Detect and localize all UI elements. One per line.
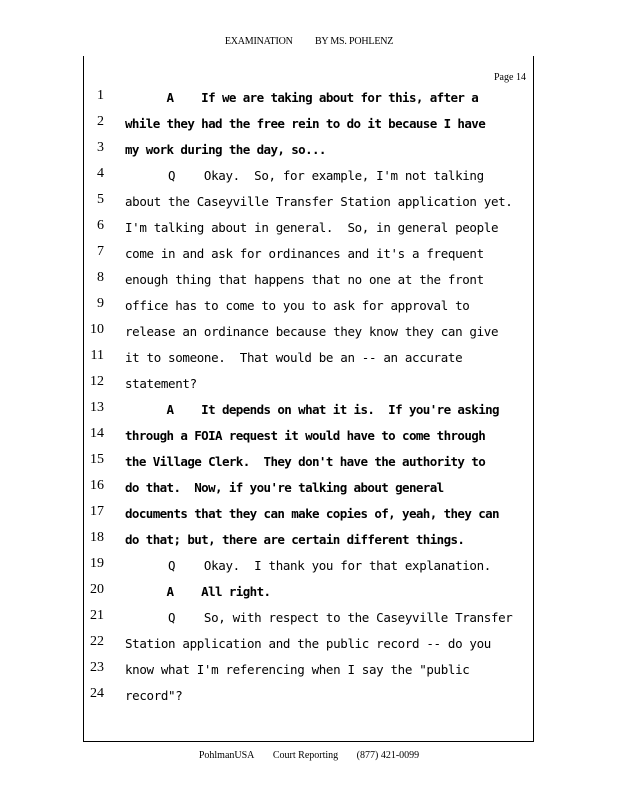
line-number: 24 <box>90 686 104 701</box>
line-number: 11 <box>90 348 104 363</box>
transcript-line <box>0 348 618 374</box>
line-number: 13 <box>90 400 104 415</box>
line-text: do that. Now, if you're talking about general <box>125 480 444 495</box>
transcript-line <box>0 686 618 712</box>
header-examination: EXAMINATION <box>224 36 293 47</box>
line-text: about the Caseyville Transfer Station application yet. <box>125 194 513 209</box>
transcript-line <box>0 660 618 686</box>
line-number: 14 <box>90 426 104 441</box>
line-text: A If we are taking about for this, after a <box>125 90 479 105</box>
line-number: 22 <box>90 634 104 649</box>
line-text: statement? <box>125 376 197 391</box>
line-text: enough thing that happens that no one at the front <box>125 272 484 287</box>
line-number: 1 <box>97 88 104 103</box>
transcript-line <box>0 582 618 608</box>
header-examiner: BY MS. POHLENZ <box>314 36 394 47</box>
page-number: Page 14 <box>494 72 526 83</box>
line-text: A It depends on what it is. If you're asking <box>125 402 499 417</box>
page-footer <box>0 750 618 761</box>
line-text: Q Okay. I thank you for that explanation. <box>125 558 491 573</box>
line-text: know what I'm referencing when I say the "public <box>125 662 470 677</box>
line-text: the Village Clerk. They don't have the authority to <box>125 454 486 469</box>
line-text: through a FOIA request it would have to come through <box>125 428 486 443</box>
transcript-line <box>0 88 618 114</box>
line-number: 2 <box>97 114 104 129</box>
line-number: 15 <box>90 452 104 467</box>
transcript-line <box>0 400 618 426</box>
page-header <box>0 36 618 47</box>
transcript-line <box>0 114 618 140</box>
transcript-line <box>0 166 618 192</box>
transcript-line <box>0 140 618 166</box>
transcript-line <box>0 530 618 556</box>
transcript-line <box>0 374 618 400</box>
line-text: Q So, with respect to the Caseyville Transfer <box>125 610 513 625</box>
line-text: documents that they can make copies of, yeah, they can <box>125 506 499 521</box>
line-number: 12 <box>90 374 104 389</box>
line-number: 7 <box>97 244 104 259</box>
line-number: 18 <box>90 530 104 545</box>
footer-service: Court Reporting <box>272 750 339 761</box>
footer-company: PohlmanUSA <box>198 750 255 761</box>
line-number: 20 <box>90 582 104 597</box>
transcript-line <box>0 270 618 296</box>
transcript-line <box>0 322 618 348</box>
line-number: 8 <box>97 270 104 285</box>
line-text: come in and ask for ordinances and it's a frequent <box>125 246 484 261</box>
transcript-line <box>0 244 618 270</box>
line-number: 16 <box>90 478 104 493</box>
transcript-line <box>0 504 618 530</box>
transcript-line <box>0 426 618 452</box>
transcript-line <box>0 478 618 504</box>
line-text: I'm talking about in general. So, in general people <box>125 220 499 235</box>
line-number: 19 <box>90 556 104 571</box>
transcript-line <box>0 634 618 660</box>
line-number: 10 <box>90 322 104 337</box>
line-number: 5 <box>97 192 104 207</box>
line-number: 9 <box>97 296 104 311</box>
line-text: my work during the day, so... <box>125 142 326 157</box>
line-text: do that; but, there are certain different things. <box>125 532 465 547</box>
transcript-line <box>0 218 618 244</box>
transcript-line <box>0 452 618 478</box>
transcript-line <box>0 192 618 218</box>
line-text: Station application and the public record -- do you <box>125 636 491 651</box>
line-text: release an ordinance because they know they can give <box>125 324 499 339</box>
line-number: 23 <box>90 660 104 675</box>
line-number: 4 <box>97 166 104 181</box>
transcript-line <box>0 556 618 582</box>
line-text: office has to come to you to ask for approval to <box>125 298 470 313</box>
line-number: 6 <box>97 218 104 233</box>
line-number: 21 <box>90 608 104 623</box>
footer-phone: (877) 421-0099 <box>356 750 420 761</box>
line-text: while they had the free rein to do it because I have <box>125 116 486 131</box>
line-number: 17 <box>90 504 104 519</box>
transcript-line <box>0 296 618 322</box>
transcript-line <box>0 608 618 634</box>
line-number: 3 <box>97 140 104 155</box>
line-text: A All right. <box>125 584 271 599</box>
line-text: record"? <box>125 688 183 703</box>
line-text: Q Okay. So, for example, I'm not talking <box>125 168 484 183</box>
line-text: it to someone. That would be an -- an accurate <box>125 350 463 365</box>
